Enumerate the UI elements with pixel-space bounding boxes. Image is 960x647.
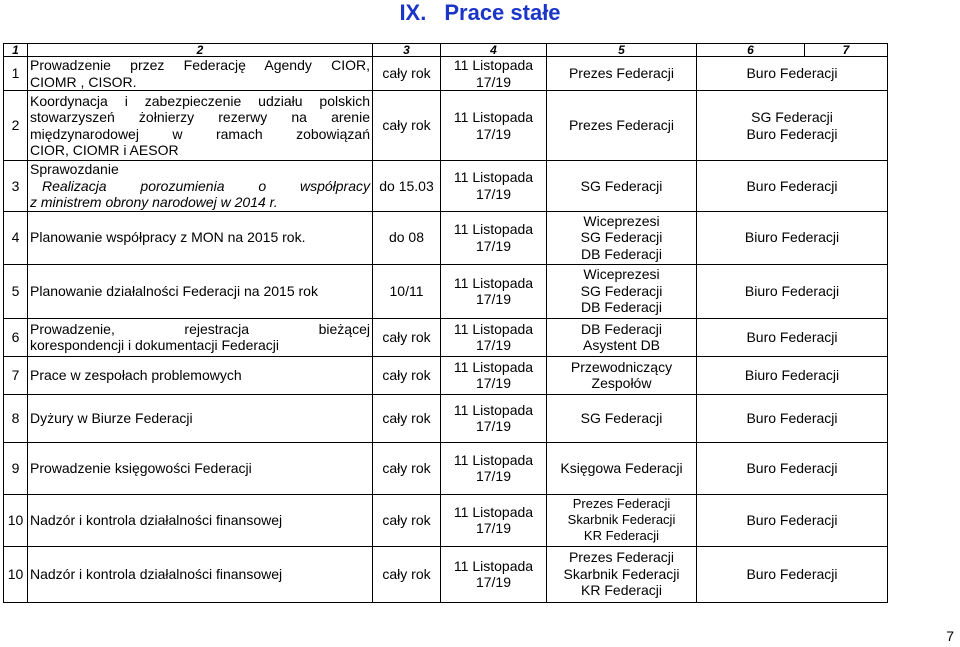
task-cell	[28, 546, 373, 602]
header-cell: 7	[805, 44, 888, 57]
cooperating-line: Buro Federacji	[746, 328, 838, 345]
date-line: 11 Listopada	[453, 274, 534, 291]
row-number: 3	[4, 161, 28, 212]
row-number: 10	[4, 494, 28, 546]
date-line: 11 Listopada	[453, 221, 534, 237]
date-line: 11 Listopada	[453, 320, 534, 337]
date-cell	[441, 161, 547, 212]
term-cell: cały rok	[373, 356, 441, 394]
date-cell	[441, 494, 547, 546]
date-line: 17/19	[475, 337, 512, 353]
table-row	[4, 356, 888, 394]
responsible-line: SG Federacji	[580, 282, 663, 299]
date-cell	[441, 57, 547, 91]
header-cell: 5	[547, 44, 697, 57]
responsible-line: DB Federacji	[581, 299, 662, 316]
date-line: 11 Listopada	[453, 109, 534, 125]
task-line: Prowadzenie, rejestracja bieżącej	[30, 320, 370, 337]
date-line: 17/19	[475, 291, 512, 307]
cooperating-line: Biuro Federacji	[744, 229, 840, 246]
date-line: 17/19	[475, 375, 512, 391]
cooperating-line: Buro Federacji	[746, 565, 838, 582]
header-cell: 1	[4, 44, 28, 57]
cooperating-line: Buro Federacji	[746, 65, 838, 82]
cooperating-cell	[697, 318, 888, 356]
responsible-line: Wiceprezesi	[583, 266, 660, 283]
responsible-line: Prezes Federacji	[572, 496, 671, 511]
cooperating-line: SG Federacji	[751, 109, 833, 125]
responsible-cell	[547, 264, 697, 318]
date-cell	[441, 91, 547, 161]
responsible-line: Księgowa Federacji	[560, 459, 683, 476]
responsible-cell	[547, 394, 697, 442]
responsible-cell	[547, 546, 697, 602]
row-number: 6	[4, 318, 28, 356]
responsible-line: Prezes Federacji	[568, 117, 675, 134]
term-cell: cały rok	[373, 91, 441, 161]
row-number: 10	[4, 546, 28, 602]
page-number: 7	[946, 628, 954, 644]
table-row	[4, 318, 888, 356]
cooperating-cell	[697, 494, 888, 546]
task-cell	[28, 211, 373, 264]
date-line: 17/19	[475, 125, 512, 142]
date-cell	[441, 318, 547, 356]
row-number: 9	[4, 442, 28, 494]
cooperating-cell	[697, 546, 888, 602]
task-line: Prowadzenie przez Federację Agendy CIOR,	[30, 57, 370, 73]
task-line: Nadzór i kontrola działalności finansowej	[30, 565, 283, 582]
responsible-cell	[547, 211, 697, 264]
date-line: 11 Listopada	[453, 169, 534, 186]
task-line: międzynarodowej w ramach zobowiązań	[30, 125, 370, 142]
task-cell	[28, 318, 373, 356]
responsible-line: Skarbnik Federacji	[563, 565, 680, 582]
term-cell: cały rok	[373, 57, 441, 91]
cooperating-cell	[697, 442, 888, 494]
cooperating-cell	[697, 264, 888, 318]
responsible-line: DB Federacji	[581, 245, 662, 262]
task-line: z ministrem obrony narodowej w 2014 r.	[30, 194, 278, 210]
task-line: Koordynacja i zabezpieczenie udziału polskich	[30, 92, 370, 109]
task-cell	[28, 161, 373, 212]
task-line: Nadzór i kontrola działalności finansowej	[30, 511, 283, 528]
task-line: Planowanie działalności Federacji na 2015 rok	[30, 282, 318, 299]
table-row	[4, 546, 888, 602]
task-cell	[28, 494, 373, 546]
responsible-line: Asystent DB	[582, 337, 661, 353]
date-cell	[441, 442, 547, 494]
task-line: Realizacja porozumienia o współpracy	[42, 177, 370, 194]
date-line: 11 Listopada	[453, 503, 534, 520]
date-cell	[441, 264, 547, 318]
task-line: Prowadzenie księgowości Federacji	[30, 459, 252, 476]
date-line: 11 Listopada	[453, 358, 534, 375]
table-row	[4, 494, 888, 546]
table-row	[4, 211, 888, 264]
table-row	[4, 394, 888, 442]
term-cell: cały rok	[373, 394, 441, 442]
task-cell	[28, 264, 373, 318]
section-number: IX.	[399, 0, 427, 25]
task-line: Planowanie współpracy z MON na 2015 rok.	[30, 229, 306, 246]
table-row	[4, 264, 888, 318]
responsible-line: SG Federacji	[580, 229, 663, 246]
term-cell: cały rok	[373, 546, 441, 602]
term-cell: do 08	[373, 211, 441, 264]
task-cell	[28, 91, 373, 161]
cooperating-cell	[697, 161, 888, 212]
header-cell: 4	[441, 44, 547, 57]
date-line: 17/19	[475, 185, 512, 202]
table-row	[4, 161, 888, 212]
responsible-cell	[547, 494, 697, 546]
cooperating-cell	[697, 394, 888, 442]
task-line: korespondencji i dokumentacji Federacji	[30, 337, 280, 353]
header-cell: 2	[28, 44, 373, 57]
cooperating-line: Biuro Federacji	[744, 366, 840, 383]
work-plan-table	[3, 43, 888, 603]
cooperating-line: Buro Federacji	[746, 177, 838, 194]
date-cell	[441, 211, 547, 264]
responsible-line: KR Federacji	[581, 582, 662, 599]
responsible-cell	[547, 91, 697, 161]
responsible-cell	[547, 442, 697, 494]
task-line: CIOR, CIOMR i AESOR	[30, 142, 179, 158]
responsible-line: DB Federacji	[581, 320, 662, 337]
header-row	[4, 44, 888, 57]
term-cell: do 15.03	[373, 161, 441, 212]
row-number: 4	[4, 211, 28, 264]
responsible-cell	[547, 318, 697, 356]
date-cell	[441, 356, 547, 394]
date-line: 17/19	[475, 468, 512, 484]
cooperating-cell	[697, 91, 888, 161]
task-line: Sprawozdanie	[30, 161, 119, 177]
responsible-line: Przewodniczący	[570, 358, 673, 375]
responsible-line: KR Federacji	[583, 528, 660, 543]
responsible-line: Prezes Federacji	[568, 549, 675, 566]
date-line: 17/19	[475, 73, 512, 90]
row-number: 1	[4, 57, 28, 91]
term-cell: cały rok	[373, 494, 441, 546]
task-cell	[28, 442, 373, 494]
responsible-line: SG Federacji	[580, 409, 663, 426]
date-cell	[441, 394, 547, 442]
row-number: 8	[4, 394, 28, 442]
cooperating-line: Buro Federacji	[746, 511, 838, 528]
date-line: 11 Listopada	[453, 557, 534, 574]
responsible-line: Prezes Federacji	[568, 65, 675, 82]
row-number: 5	[4, 264, 28, 318]
cooperating-line: Biuro Federacji	[744, 282, 840, 299]
task-line: CIOMR , CISOR.	[30, 73, 137, 90]
date-line: 11 Listopada	[453, 401, 534, 418]
section-title	[0, 0, 960, 28]
date-line: 17/19	[475, 520, 512, 536]
responsible-cell	[547, 57, 697, 91]
date-line: 11 Listopada	[453, 451, 534, 468]
table-row	[4, 442, 888, 494]
task-cell	[28, 57, 373, 91]
task-line: Prace w zespołach problemowych	[30, 366, 242, 383]
task-line: Dyżury w Biurze Federacji	[30, 409, 193, 426]
row-number: 2	[4, 91, 28, 161]
cooperating-cell	[697, 57, 888, 91]
responsible-line: Skarbnik Federacji	[567, 512, 676, 527]
responsible-line: SG Federacji	[580, 177, 663, 194]
term-cell: cały rok	[373, 318, 441, 356]
cooperating-line: Buro Federacji	[746, 459, 838, 476]
responsible-line: Zespołów	[591, 375, 652, 391]
cooperating-line: Buro Federacji	[746, 409, 838, 426]
table-row	[4, 57, 888, 91]
date-cell	[441, 546, 547, 602]
task-cell	[28, 356, 373, 394]
term-cell: 10/11	[373, 264, 441, 318]
row-number: 7	[4, 356, 28, 394]
task-line: stowarzyszeń żołnierzy rezerwy na arenie	[30, 109, 370, 125]
header-cell: 3	[373, 44, 441, 57]
date-line: 11 Listopada	[453, 57, 534, 73]
table-row	[4, 91, 888, 161]
date-line: 17/19	[475, 418, 512, 434]
cooperating-cell	[697, 356, 888, 394]
header-cell: 6	[697, 44, 805, 57]
responsible-cell	[547, 161, 697, 212]
date-line: 17/19	[475, 237, 512, 254]
cooperating-line: Buro Federacji	[746, 125, 838, 142]
task-cell	[28, 394, 373, 442]
term-cell: cały rok	[373, 442, 441, 494]
section-heading: Prace stałe	[444, 0, 561, 25]
responsible-cell	[547, 356, 697, 394]
responsible-line: Wiceprezesi	[583, 212, 660, 229]
cooperating-cell	[697, 211, 888, 264]
date-line: 17/19	[475, 574, 512, 590]
